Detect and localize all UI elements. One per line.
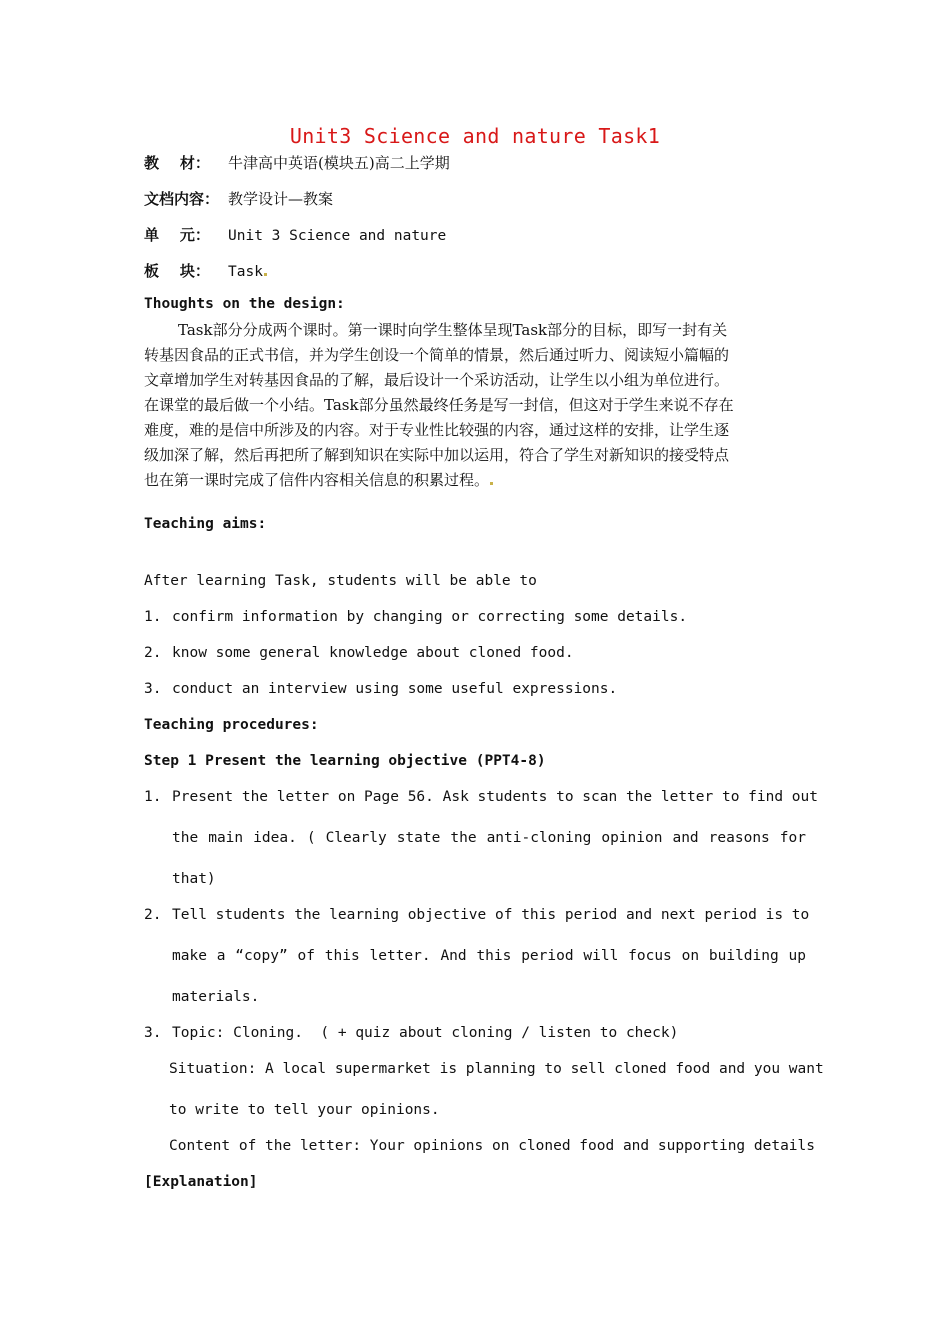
situation-line: Situation: A local supermarket is planning to sell cloned food and you want: [169, 1061, 824, 1077]
paragraph-line: 难度，难的是信中所涉及的内容。对于专业性比较强的内容，通过这样的安排，让学生逐: [144, 421, 730, 439]
procedure-item-number: 1.: [144, 789, 162, 805]
explanation-heading: [Explanation]: [144, 1174, 258, 1190]
meta-label: 文档内容：: [144, 190, 220, 208]
aims-item: [144, 645, 574, 661]
meta-content-type: [144, 188, 333, 209]
paragraph-line: 级加深了解，然后再把所了解到知识在实际中加以运用，符合了学生对新知识的接受特点: [144, 446, 730, 464]
meta-label: 教 材：: [144, 154, 210, 172]
meta-label: 板 块：: [144, 262, 210, 280]
meta-value: 牛津高中英语(模块五)高二上学期: [228, 154, 450, 172]
aims-heading: Teaching aims:: [144, 516, 267, 532]
stray-mark: [264, 273, 267, 276]
meta-value: 教学设计—教案: [228, 190, 334, 208]
paragraph-line: 转基因食品的正式书信，并为学生创设一个简单的情景，然后通过听力、阅读短小篇幅的: [144, 346, 730, 364]
procedure-item-line: Present the letter on Page 56. Ask students to scan the letter to find out: [172, 789, 819, 805]
meta-unit: [144, 224, 446, 245]
situation-line: to write to tell your opinions.: [169, 1102, 440, 1118]
meta-label: 单 元：: [144, 226, 210, 244]
procedure-item-line: Topic: Cloning. ( + quiz about cloning / listen to check): [172, 1025, 679, 1041]
aims-intro: After learning Task, students will be able to: [144, 573, 537, 589]
procedure-item-line: that): [172, 871, 216, 887]
procedure-item-line: the main idea. ( Clearly state the anti-cloning opinion and reasons for: [172, 830, 806, 846]
document-title: Unit3 Science and nature Task1: [289, 124, 661, 148]
procedure-item-line: Tell students the learning objective of this period and next period is to: [172, 907, 810, 923]
aims-item: [144, 609, 687, 625]
aims-item: [144, 681, 617, 697]
list-number: 2.: [144, 645, 162, 661]
paragraph-line: 也在第一课时完成了信件内容相关信息的积累过程。: [144, 468, 808, 493]
list-text: conduct an interview using some useful expressions.: [172, 681, 618, 697]
meta-textbook: [144, 152, 450, 173]
list-number: 3.: [144, 681, 162, 697]
meta-value: Task: [228, 264, 263, 280]
meta-value: Unit 3 Science and nature: [228, 228, 447, 244]
list-text: confirm information by changing or correcting some details.: [172, 609, 688, 625]
procedure-item-number: 2.: [144, 907, 162, 923]
list-text: know some general knowledge about cloned food.: [172, 645, 574, 661]
letter-content-line: Content of the letter: Your opinions on cloned food and supporting details: [169, 1138, 816, 1154]
procedure-item-number: 3.: [144, 1025, 162, 1041]
stray-mark: [490, 482, 493, 485]
thoughts-heading: Thoughts on the design:: [144, 296, 345, 312]
paragraph-line: 在课堂的最后做一个小结。Task部分虽然最终任务是写一封信，但这对于学生来说不存在: [144, 396, 734, 414]
paragraph-line: Task部分分成两个课时。第一课时向学生整体呈现Task部分的目标，即写一封有关: [178, 321, 728, 339]
list-number: 1.: [144, 609, 162, 625]
step1-heading: Step 1 Present the learning objective (PPT4-8): [144, 753, 546, 769]
meta-section: [144, 260, 268, 281]
procedures-heading: Teaching procedures:: [144, 717, 319, 733]
procedure-item-line: make a “copy” of this letter. And this period will focus on building up: [172, 948, 806, 964]
procedure-item-line: materials.: [172, 989, 260, 1005]
thoughts-paragraph: [144, 318, 808, 493]
paragraph-line: 文章增加学生对转基因食品的了解，最后设计一个采访活动，让学生以小组为单位进行。: [144, 371, 730, 389]
